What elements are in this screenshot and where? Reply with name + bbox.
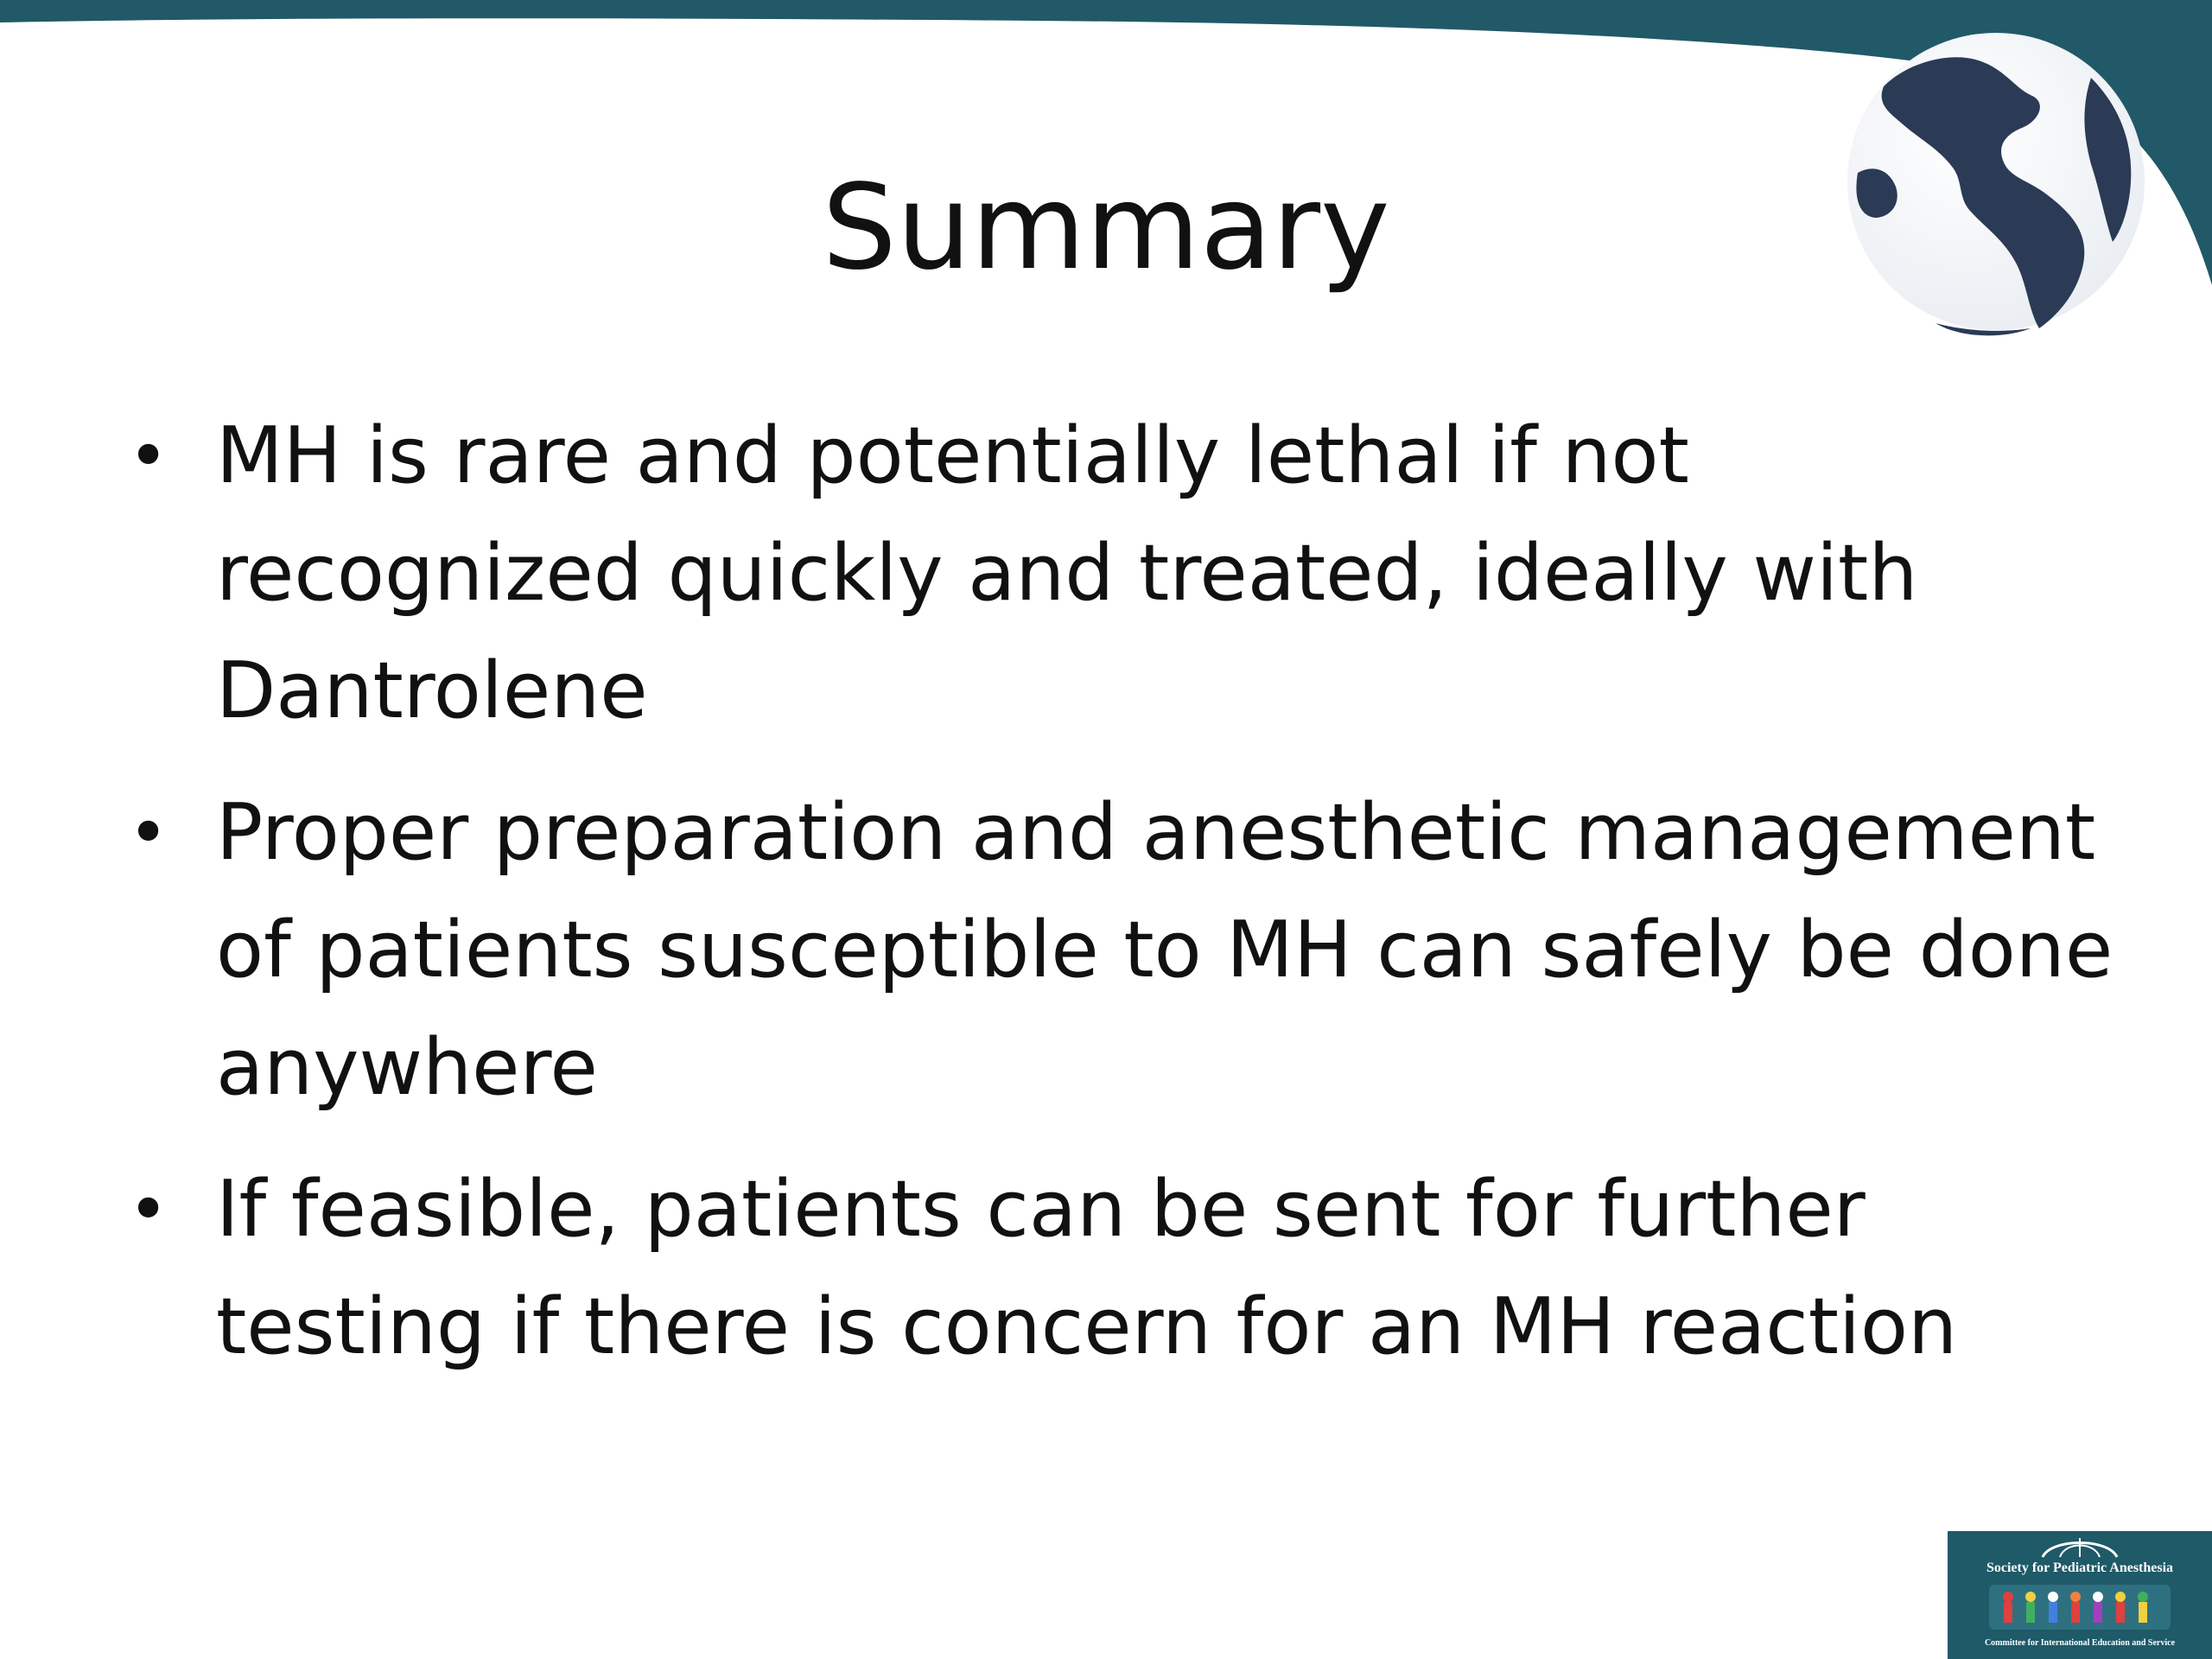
bullet-marker: • [128, 1169, 169, 1249]
logo-org-name: Society for Pediatric Anesthesia [1986, 1560, 2174, 1575]
spa-logo [1948, 1531, 2212, 1659]
bullet-text: If feasible, patients can be sent for further testing if there is concern for an MH reaction [216, 1164, 1958, 1372]
bullet-text: MH is rare and potentially lethal if not recognized quickly and treated, ideally with Dantrolene [216, 410, 1918, 736]
logo-committee: Committee for International Education and Service [1984, 1638, 2176, 1648]
bullet-marker: • [128, 416, 169, 496]
bullet-text: Proper preparation and anesthetic management of patients susceptible to MH can safely be done anywhere [216, 787, 2113, 1113]
bullet-item [128, 1151, 2115, 1386]
bullet-list [128, 397, 2115, 1410]
slide-title: Summary [822, 160, 1390, 296]
bullet-item [128, 397, 2115, 750]
bullet-marker: • [128, 792, 169, 873]
bullet-item [128, 774, 2115, 1127]
